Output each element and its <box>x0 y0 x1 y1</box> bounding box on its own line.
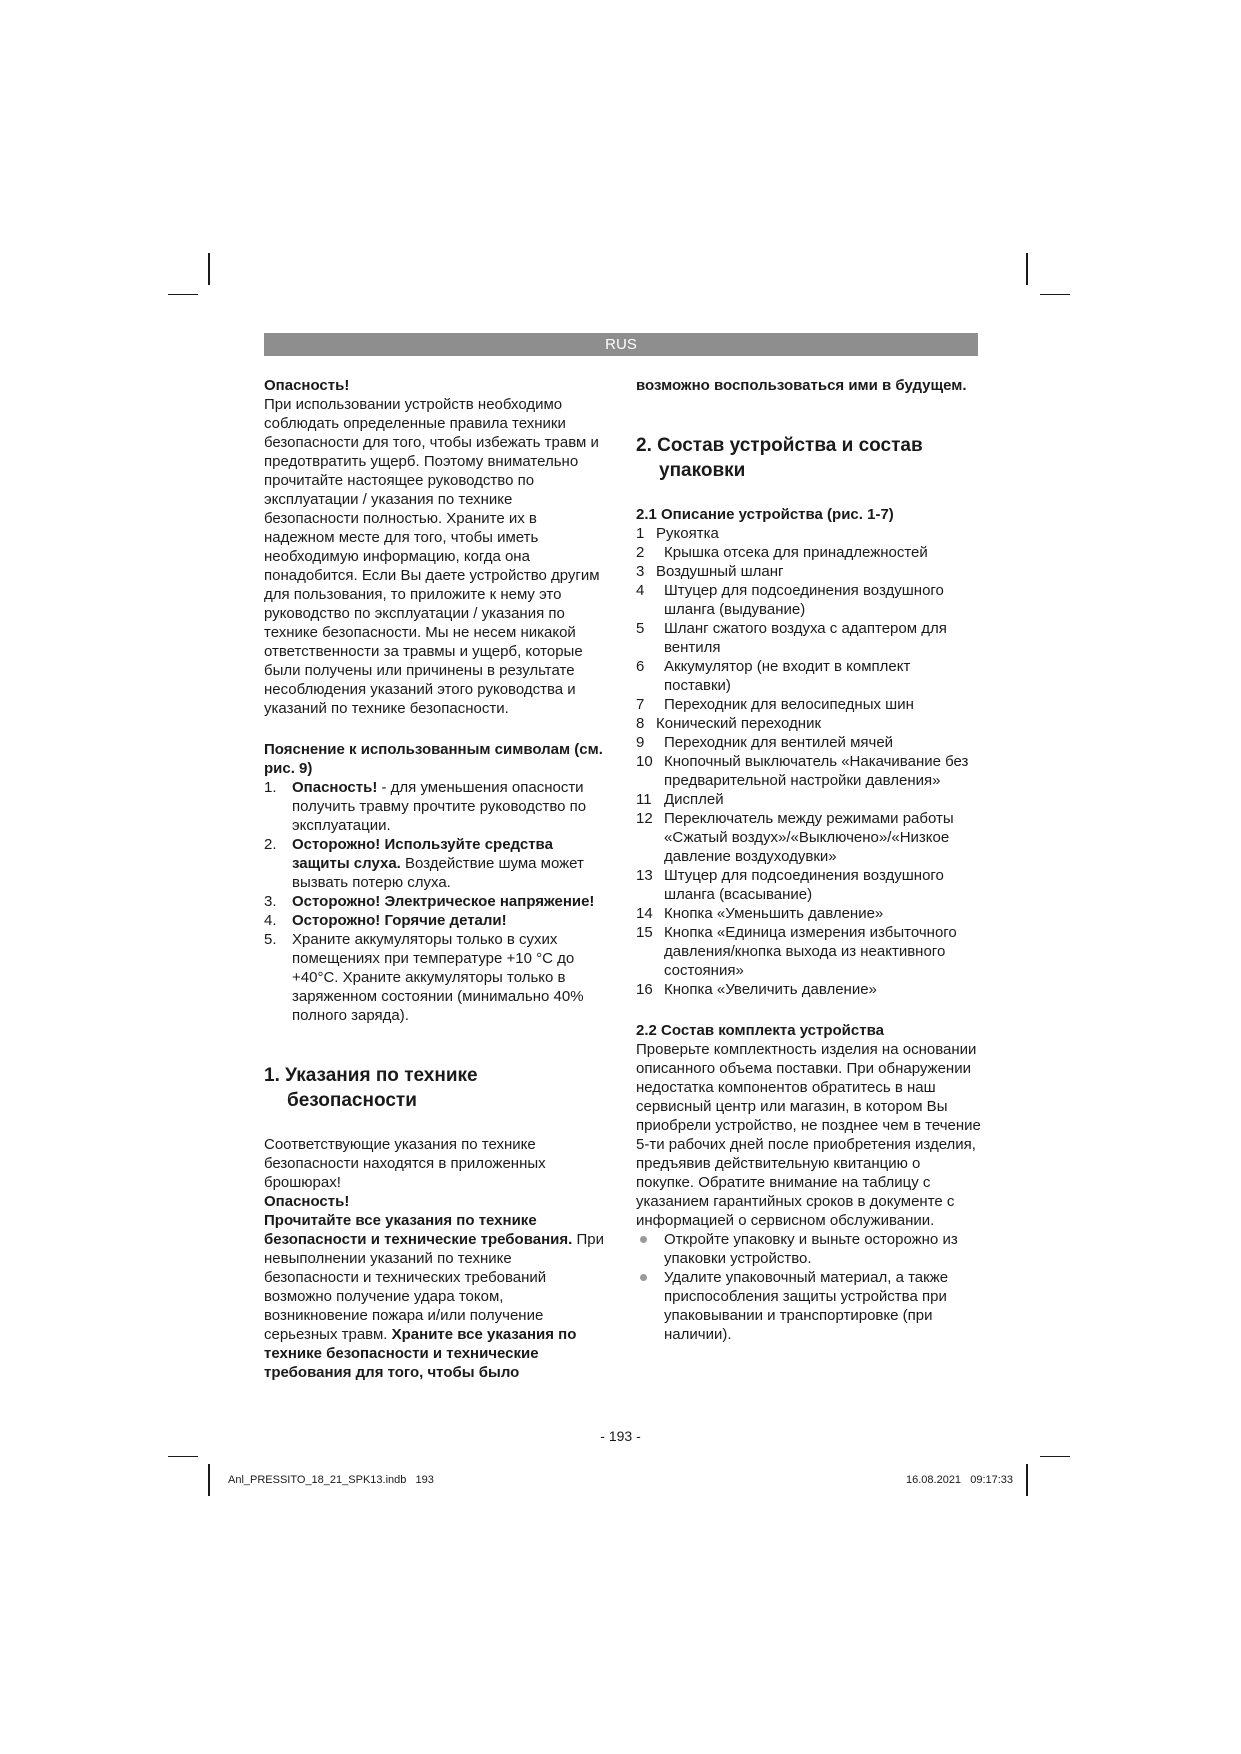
danger-title: Опасность! <box>264 377 350 394</box>
symbol-item: 4. Осторожно! Горячие детали! <box>264 912 507 929</box>
section1-text: Соответствующие указания по технике безопасности находятся в приложенных брошюрах! <box>264 1136 546 1191</box>
part-item: 9 Переходник для вентилей мячей <box>636 734 894 751</box>
continued-text: возможно воспользоваться ими в будущем. <box>636 377 967 394</box>
symbol-item: 2. Осторожно! Используйте средства защиты слуха. Воздействие шума может вызвать потерю слуха. <box>264 836 584 891</box>
symbol-item: 3. Осторожно! Электрическое напряжение! <box>264 893 595 910</box>
part-item: 16 Кнопка «Увеличить давление» <box>636 981 877 998</box>
part-item: 14 Кнопка «Уменьшить давление» <box>636 905 884 922</box>
part-item: 8 Конический переходник <box>636 715 822 732</box>
file-name: Anl_PRESSITO_18_21_SPK13.indb 193 <box>228 1474 434 1486</box>
part-item: 2 Крышка отсека для принадлежностей <box>636 544 928 561</box>
part-item: 1 Рукоятка <box>636 525 719 542</box>
bullet-dot-icon <box>640 1236 647 1243</box>
bullet-item: Удалите упаковочный материал, а также приспособления защиты устройства при упаковывании и транспортировке (при наличии). <box>636 1268 981 1344</box>
bullet-dot-icon <box>640 1274 647 1281</box>
section2-heading: 2. Состав устройства и состав упаковки <box>636 435 923 481</box>
symbol-item: 1. Опасность! - для уменьшения опасности получить травму прочтите руководство по эксплуатации. <box>264 779 587 834</box>
part-item: 12 Переключатель между режимами работы «Сжатый воздух»/«Выключено»/«Низкое давление воздуходувки» <box>636 810 954 865</box>
crop-mark <box>1026 1464 1028 1496</box>
bullet-list <box>636 1230 981 1344</box>
part-item: 15 Кнопка «Единица измерения избыточного давления/кнопка выхода из неактивного состояния» <box>636 924 957 979</box>
crop-mark <box>168 1456 198 1457</box>
sub22-text: Проверьте комплектность изделия на основании описанного объема поставки. При обнаружении недостатка компонентов обратитесь в наш сервисный центр или магазин, в котором Вы приобрели устройство, не позднее чем в течение 5-ти рабочих дней после приобретения изделия, предъявив действительную квитанцию о покупке. Обратите внимание на таблицу с указанием гарантийных сроков в документе с информацией о сервисном обслуживании. <box>636 1041 981 1229</box>
bullet-item: Откройте упаковку и выньте осторожно из упаковки устройство. <box>636 1230 981 1268</box>
language-bar <box>264 333 978 356</box>
danger2-title: Опасность! <box>264 1193 350 1210</box>
section1-heading: 1. Указания по технике безопасности <box>264 1065 478 1111</box>
crop-mark <box>168 294 198 295</box>
crop-mark <box>208 253 210 285</box>
part-item: 5 Шланг сжатого воздуха с адаптером для вентиля <box>636 620 947 656</box>
symbols-list <box>264 778 609 1025</box>
part-item: 7 Переходник для велосипедных шин <box>636 696 914 713</box>
part-item: 11 Дисплей <box>636 791 724 808</box>
part-item: 4 Штуцер для подсоединения воздушного шланга (выдувание) <box>636 582 944 618</box>
right-column <box>636 376 981 1344</box>
part-item: 3 Воздушный шланг <box>636 563 784 580</box>
sub21-title: 2.1 Описание устройства (рис. 1-7) <box>636 506 894 523</box>
danger2-paragraph: Прочитайте все указания по технике безопасности и технические требования. При невыполнении указаний по технике безопасности и технических требований возможно получение удара током, возникновение пожара и/или получение серьезных травм. Храните все указания по технике безопасности и технические требования для того, чтобы было <box>264 1212 604 1381</box>
left-column <box>264 376 609 1382</box>
part-item: 10 Кнопочный выключатель «Накачивание без предварительной настройки давления» <box>636 753 969 789</box>
crop-mark <box>1040 1456 1070 1457</box>
parts-list <box>636 524 981 999</box>
crop-mark <box>208 1464 210 1496</box>
date-time: 16.08.2021 09:17:33 <box>906 1474 1014 1486</box>
symbols-title: Пояснение к использованным символам (см. рис. 9) <box>264 741 603 777</box>
language-label: RUS <box>605 336 637 353</box>
crop-mark <box>1026 253 1028 285</box>
page-number: - 193 - <box>600 1428 641 1444</box>
crop-mark <box>1040 294 1070 295</box>
danger-text: При использовании устройств необходимо соблюдать определенные правила техники безопасности для того, чтобы избежать травм и предотвратить ущерб. Поэтому внимательно прочитайте настоящее руководство по эксплуатации / указания по технике безопасности полностью. Храните их в надежном месте для того, чтобы иметь необходимую информацию, когда она понадобится. Если Вы даете устройство другим для пользования, то приложите к нему это руководство по эксплуатации / указания по технике безопасности. Мы не несем никакой ответственности за травмы и ущерб, которые были получены или причинены в результате несоблюдения указаний этого руководства и указаний по технике безопасности. <box>264 396 600 717</box>
part-item: 6 Аккумулятор (не входит в комплект поставки) <box>636 658 911 694</box>
symbol-item: 5. Храните аккумуляторы только в сухих помещениях при температуре +10 °C до +40°C. Храните аккумуляторы только в заряженном состоянии (минимально 40% полного заряда). <box>264 931 584 1024</box>
sub22-title: 2.2 Состав комплекта устройства <box>636 1022 884 1039</box>
part-item: 13 Штуцер для подсоединения воздушного шланга (всасывание) <box>636 867 944 903</box>
